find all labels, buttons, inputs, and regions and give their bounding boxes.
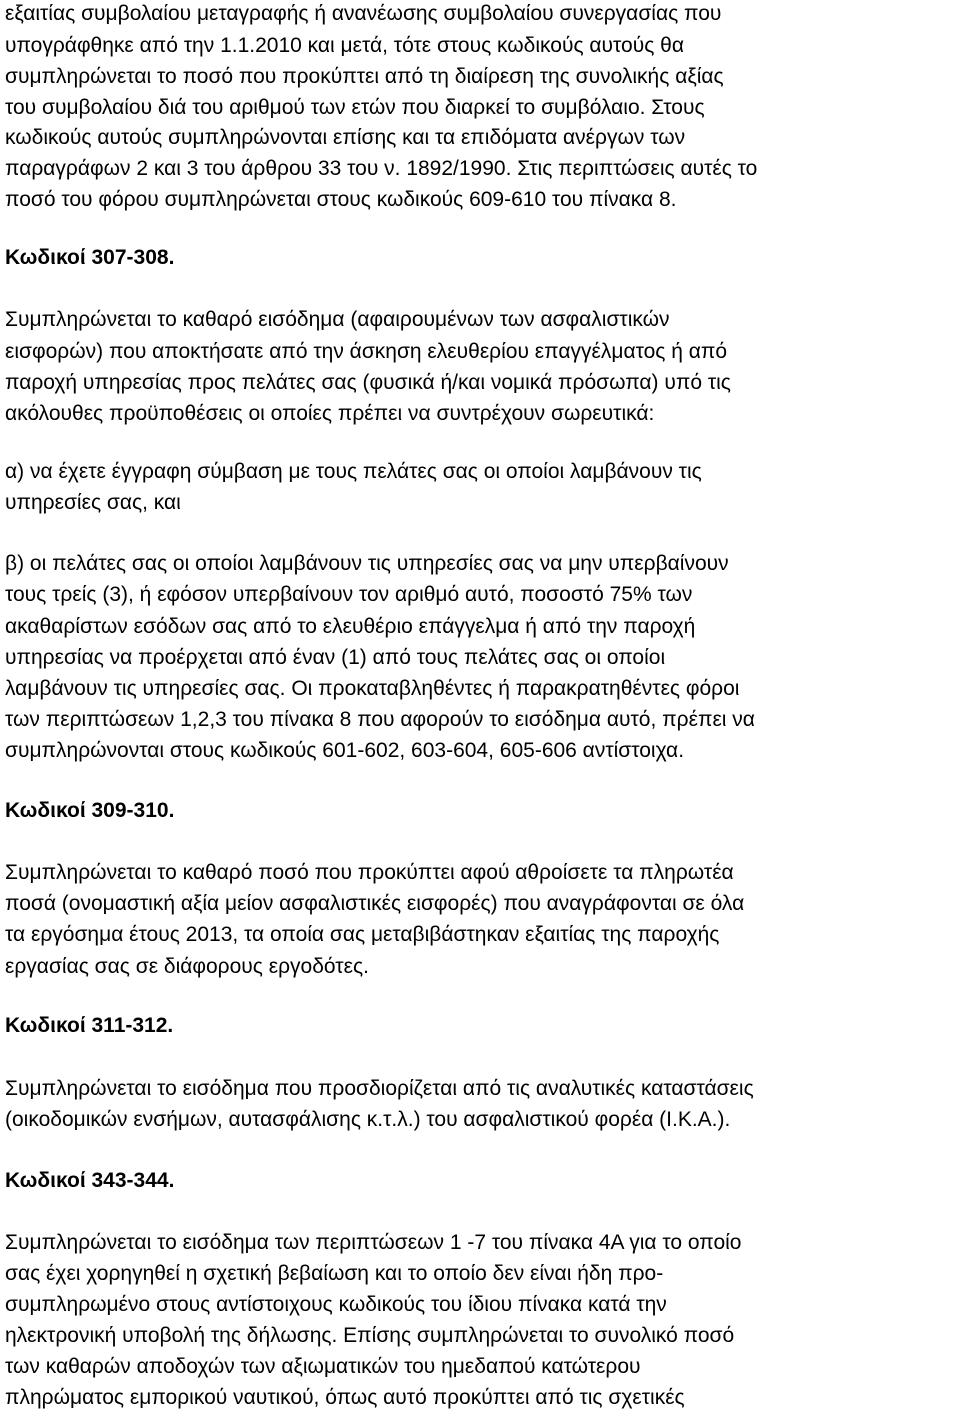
paragraph-line: εισφορών) που αποκτήσατε από την άσκηση ελευθερίου επαγγέλματος ή από <box>5 340 728 363</box>
section-heading-307-308: Κωδικοί 307-308. <box>5 246 175 269</box>
paragraph-line: λαμβάνουν τις υπηρεσίες σας. Οι προκαταβληθέντες ή παρακρατηθέντες φόροι <box>5 677 740 700</box>
paragraph-line: σας έχει χορηγηθεί η σχετική βεβαίωση και το οποίο δεν είναι ήδη προ- <box>5 1262 664 1285</box>
paragraph-line: Συμπληρώνεται το εισόδημα που προσδιορίζεται από τις αναλυτικές καταστάσεις <box>5 1077 754 1100</box>
paragraph-line: Συμπληρώνεται το καθαρό εισόδημα (αφαιρουμένων των ασφαλιστικών <box>5 308 670 331</box>
intro-line: συμπληρώνεται το ποσό που προκύπτει από τη διαίρεση της συνολικής αξίας <box>5 65 724 88</box>
paragraph-line: παροχή υπηρεσίας προς πελάτες σας (φυσικά ή/και νομικά πρόσωπα) υπό τις <box>5 371 731 394</box>
intro-line: παραγράφων 2 και 3 του άρθρου 33 του ν. 1892/1990. Στις περιπτώσεις αυτές το <box>5 157 758 180</box>
paragraph-line: των καθαρών αποδοχών των αξιωματικών του ημεδαπού κατώτερου <box>5 1355 641 1378</box>
paragraph-line: υπηρεσίας να προέρχεται από έναν (1) από τους πελάτες σας οι οποίοι <box>5 646 666 669</box>
section-heading-311-312: Κωδικοί 311-312. <box>5 1014 174 1037</box>
intro-line: εξαιτίας συμβολαίου μεταγραφής ή ανανέωσης συμβολαίου συνεργασίας που <box>5 2 722 25</box>
paragraph-line: α) να έχετε έγγραφη σύμβαση με τους πελάτες σας οι οποίοι λαμβάνουν τις <box>5 460 702 483</box>
paragraph-line: συμπληρώνονται στους κωδικούς 601-602, 603-604, 605-606 αντίστοιχα. <box>5 739 685 762</box>
intro-line: κωδικούς αυτούς συμπληρώνονται επίσης και τα επιδόματα ανέργων των <box>5 126 686 149</box>
paragraph-line: συμπληρωμένο στους αντίστοιχους κωδικούς του ίδιου πίνακα κατά την <box>5 1293 667 1316</box>
paragraph-line: πληρώματος εμπορικού ναυτικού, όπως αυτό προκύπτει από τις σχετικές <box>5 1386 685 1409</box>
intro-line: ποσό του φόρου συμπληρώνεται στους κωδικούς 609-610 του πίνακα 8. <box>5 188 677 211</box>
section-heading-343-344: Κωδικοί 343-344. <box>5 1169 175 1192</box>
section-heading-309-310: Κωδικοί 309-310. <box>5 799 175 822</box>
paragraph-line: β) οι πελάτες σας οι οποίοι λαμβάνουν τις υπηρεσίες σας να μην υπερβαίνουν <box>5 552 729 575</box>
paragraph-line: Συμπληρώνεται το εισόδημα των περιπτώσεων 1 -7 του πίνακα 4Α για το οποίο <box>5 1231 742 1254</box>
paragraph-line: ακόλουθες προϋποθέσεις οι οποίες πρέπει να συντρέχουν σωρευτικά: <box>5 402 655 425</box>
intro-line: του συμβολαίου διά του αριθμού των ετών που διαρκεί το συμβόλαιο. Στους <box>5 96 705 119</box>
paragraph-line: ακαθαρίστων εσόδων σας από το ελευθέριο επάγγελμα ή από την παροχή <box>5 615 696 638</box>
paragraph-line: (οικοδομικών ενσήμων, αυτασφάλισης κ.τ.λ.) του ασφαλιστικού φορέα (Ι.Κ.Α.). <box>5 1108 731 1131</box>
paragraph-line: των περιπτώσεων 1,2,3 του πίνακα 8 που αφορούν το εισόδημα αυτό, πρέπει να <box>5 708 755 731</box>
paragraph-line: ηλεκτρονική υποβολή της δήλωσης. Επίσης συμπληρώνεται το συνολικό ποσό <box>5 1324 735 1347</box>
paragraph-line: υπηρεσίες σας, και <box>5 491 181 514</box>
paragraph-line: τους τρείς (3), ή εφόσον υπερβαίνουν τον αριθμό αυτό, ποσοστό 75% των <box>5 583 693 606</box>
paragraph-line: ποσά (ονομαστική αξία μείον ασφαλιστικές εισφορές) που αναγράφονται σε όλα <box>5 892 745 915</box>
paragraph-line: Συμπληρώνεται το καθαρό ποσό που προκύπτει αφού αθροίσετε τα πληρωτέα <box>5 861 734 884</box>
intro-line: υπογράφθηκε από την 1.1.2010 και μετά, τότε στους κωδικούς αυτούς θα <box>5 34 684 57</box>
paragraph-line: εργασίας σας σε διάφορους εργοδότες. <box>5 955 369 978</box>
paragraph-line: τα εργόσημα έτους 2013, τα οποία σας μεταβιβάστηκαν εξαιτίας της παροχής <box>5 923 720 946</box>
